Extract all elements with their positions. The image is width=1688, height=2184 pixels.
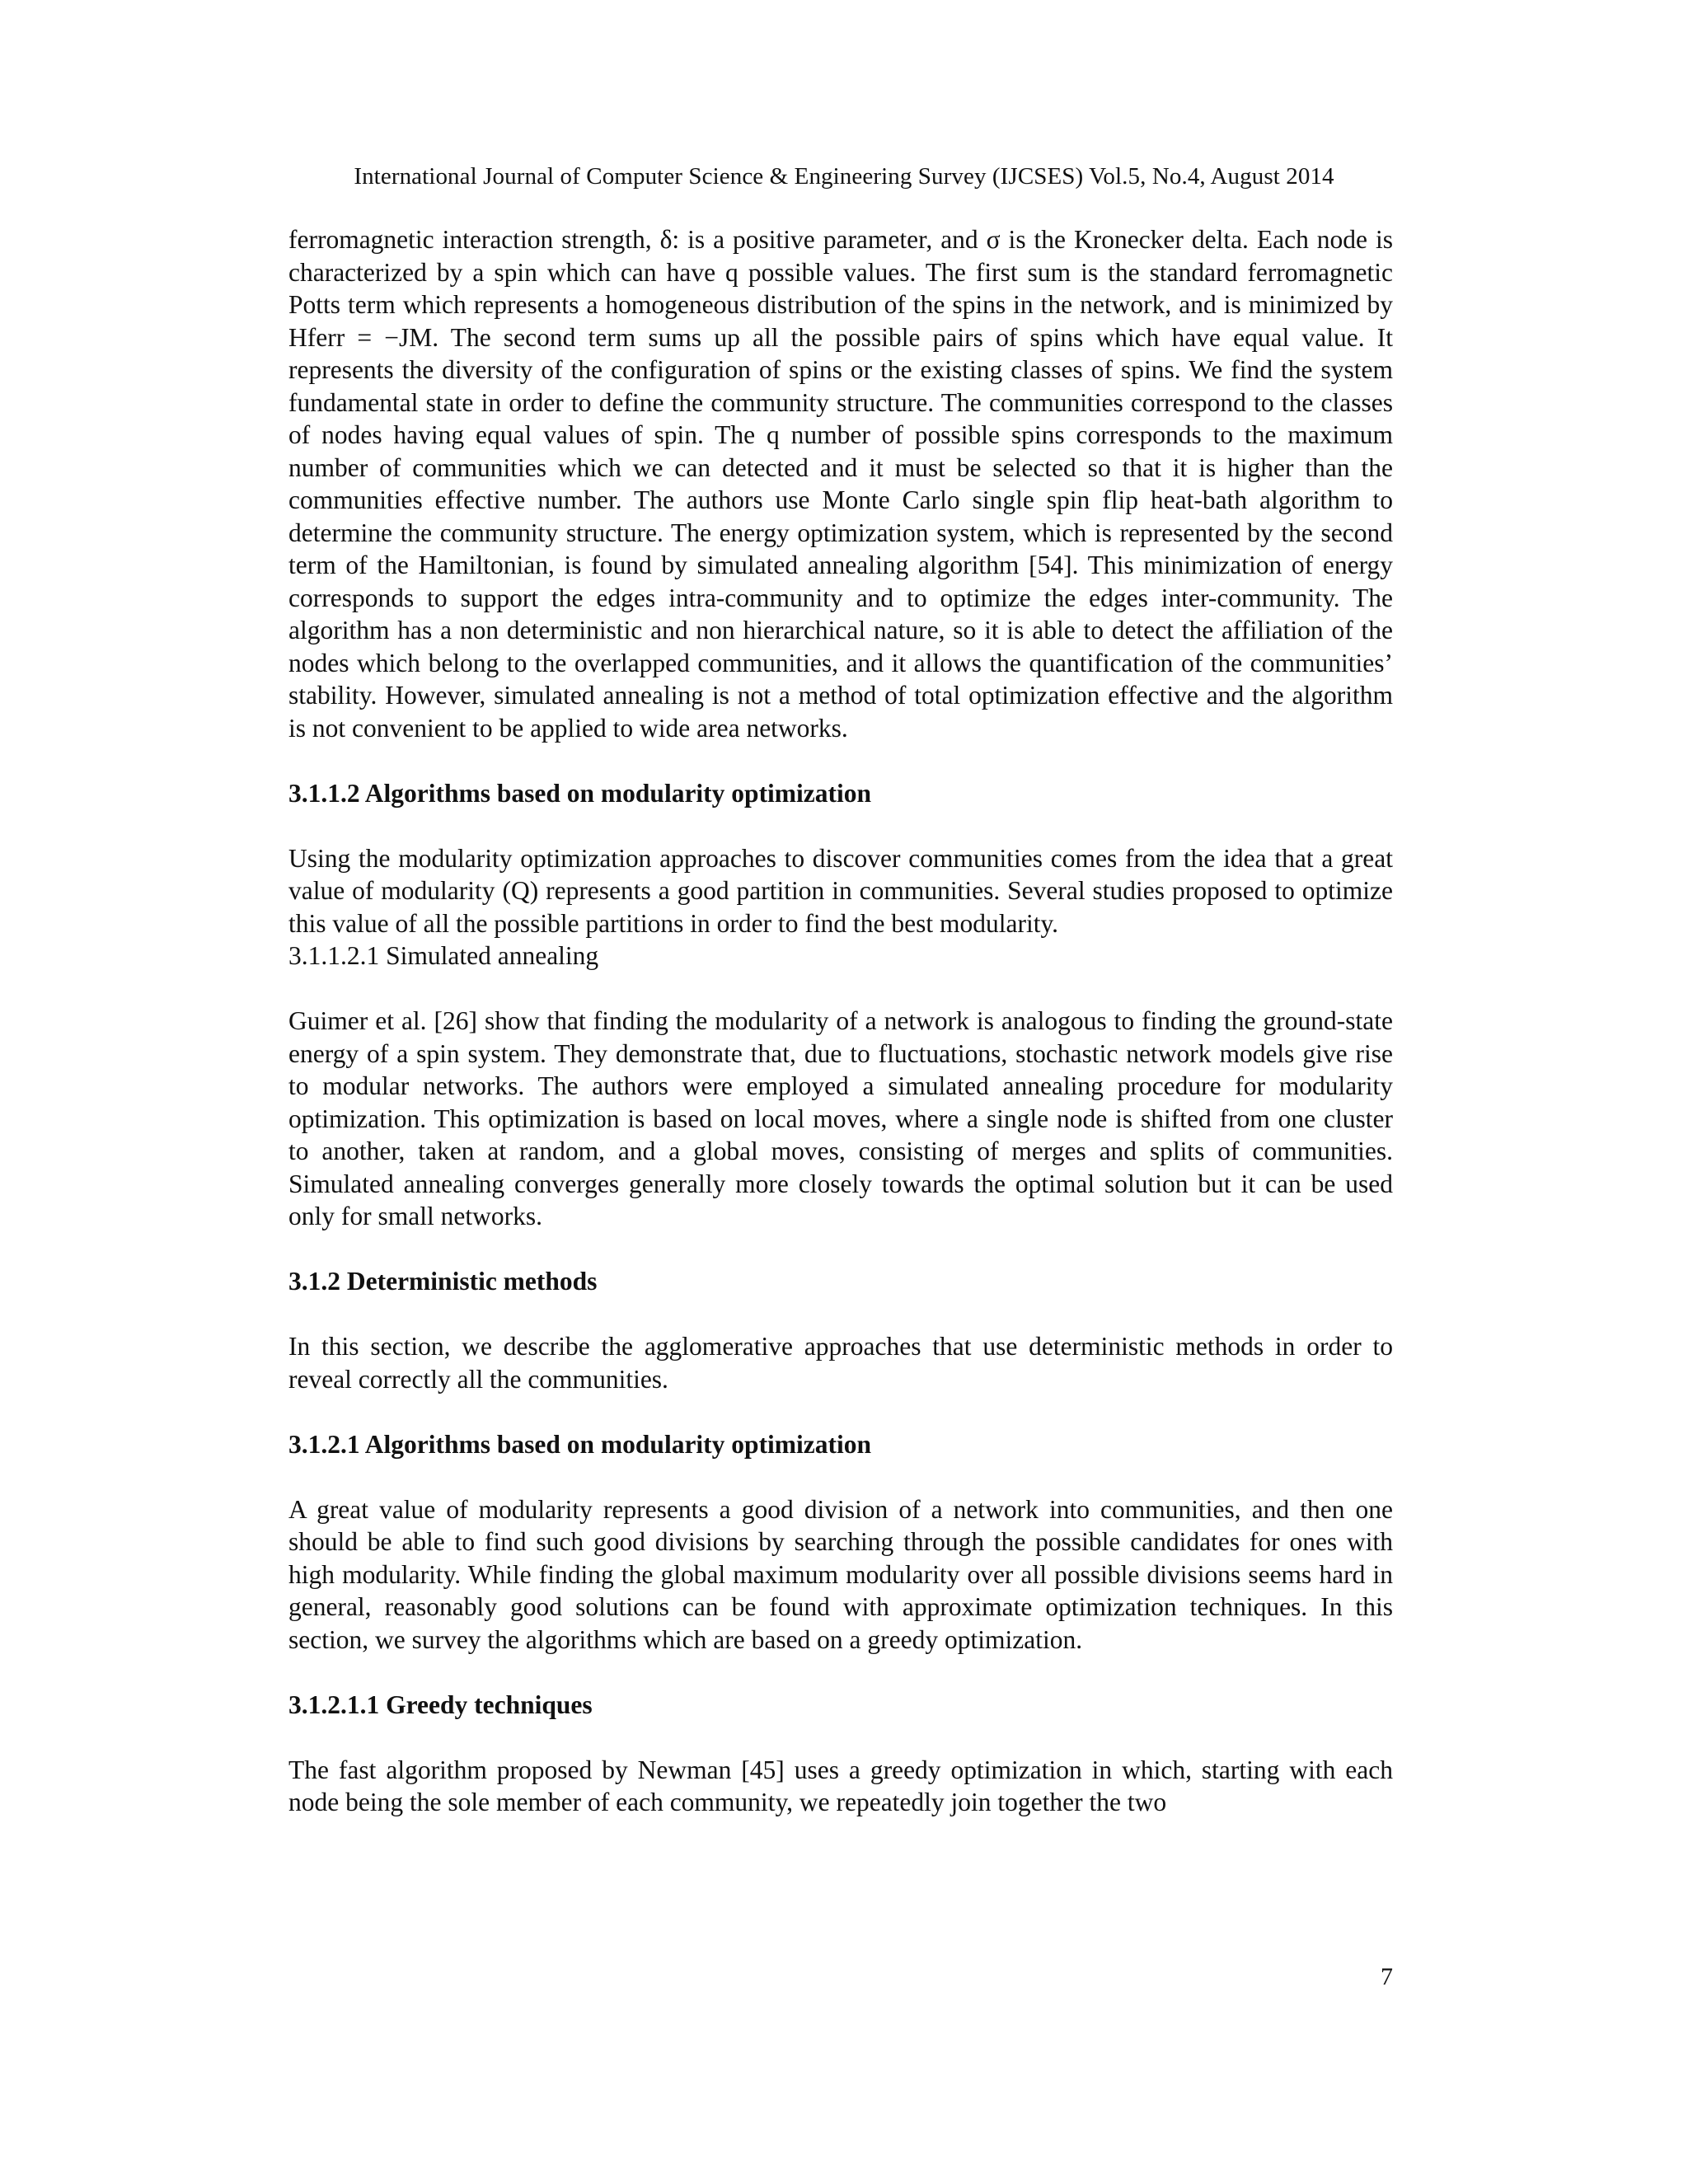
subheading-3-1-1-2-1: 3.1.1.2.1 Simulated annealing [288,941,599,970]
heading-3-1-2-1: 3.1.2.1 Algorithms based on modularity optimization [288,1429,872,1459]
paragraph-simulated-annealing: Guimer et al. [26] show that finding the modularity of a network is analogous to finding the ground-state energy of a spin system. They demonstrate that, due to fluctuations, stochastic network models give rise to modular networks. The authors were employed a simulated annealing procedure for modularity optimization. This optimization is based on local moves, where a single node is shifted from one cluster to another, taken at random, and a global moves, consisting of merges and splits of communities. Simulated annealing converges generally more closely towards the optimal solution but it can be used only for small networks. [288,1006,1393,1230]
paragraph-modularity-intro: Using the modularity optimization approaches to discover communities comes from the idea that a great value of modularity (Q) represents a good partition in communities. Several studies proposed to optimize this value of all the possible partitions in order to find the best modularity. [288,843,1393,938]
page-body [288,223,1393,1819]
spacer [288,1395,1393,1428]
paragraph-newman-fast-algorithm: The fast algorithm proposed by Newman [45] uses a greedy optimization in which, starting with each node being the sole member of each community, we repeatedly join together the two [288,1755,1393,1816]
spacer [288,1656,1393,1689]
spacer [288,809,1393,842]
paragraph-deterministic-intro: In this section, we describe the agglomerative approaches that use deterministic methods in order to reveal correctly all the communities. [288,1332,1393,1394]
page-number: 7 [1381,1963,1393,1990]
spacer [288,1721,1393,1754]
heading-3-1-1-2: 3.1.1.2 Algorithms based on modularity optimization [288,778,872,808]
paragraph-potts-model: ferromagnetic interaction strength, δ: is a positive parameter, and σ is the Kronecker delta. Each node is characterized by a spin which can have q possible values. The first sum is the standard ferromagnetic Potts term which represents a homogeneous distribution of the spins in the network, and is minimized by Hferr = −JM. The second term sums up all the possible pairs of spins which have equal value. It represents the diversity of the configuration of spins or the existing classes of spins. We find the system fundamental state in order to define the community structure. The communities correspond to the classes of nodes having equal values of spin. The q number of possible spins corresponds to the maximum number of communities which we can detected and it must be selected so that it is higher than the communities effective number. The authors use Monte Carlo single spin flip heat-bath algorithm to determine the community structure. The energy optimization system, which is represented by the second term of the Hamiltonian, is found by simulated annealing algorithm [54]. This minimization of energy corresponds to support the edges intra-community and to optimize the edges inter-community. The algorithm has a non deterministic and non hierarchical nature, so it is able to detect the affiliation of the nodes which belong to the overlapped communities, and it allows the quantification of the communities’ stability. However, simulated annealing is not a method of total optimization effective and the algorithm is not convenient to be applied to wide area networks. [288,225,1393,743]
spacer [288,1233,1393,1266]
spacer [288,744,1393,777]
spacer [288,1460,1393,1493]
paragraph-greedy-intro: A great value of modularity represents a good division of a network into communities, and then one should be able to find such good divisions by searching through the possible candidates for ones with high modularity. While finding the global maximum modularity over all possible divisions seems hard in general, reasonably good solutions can be found with approximate optimization techniques. In this section, we survey the algorithms which are based on a greedy optimization. [288,1494,1393,1654]
spacer [288,1298,1393,1331]
heading-3-1-2-1-1: 3.1.2.1.1 Greedy techniques [288,1690,593,1719]
heading-3-1-2: 3.1.2 Deterministic methods [288,1267,598,1296]
spacer [288,972,1393,1005]
running-header: International Journal of Computer Science & Engineering Survey (IJCSES) Vol.5, No.4, August 2014 [354,163,1334,190]
